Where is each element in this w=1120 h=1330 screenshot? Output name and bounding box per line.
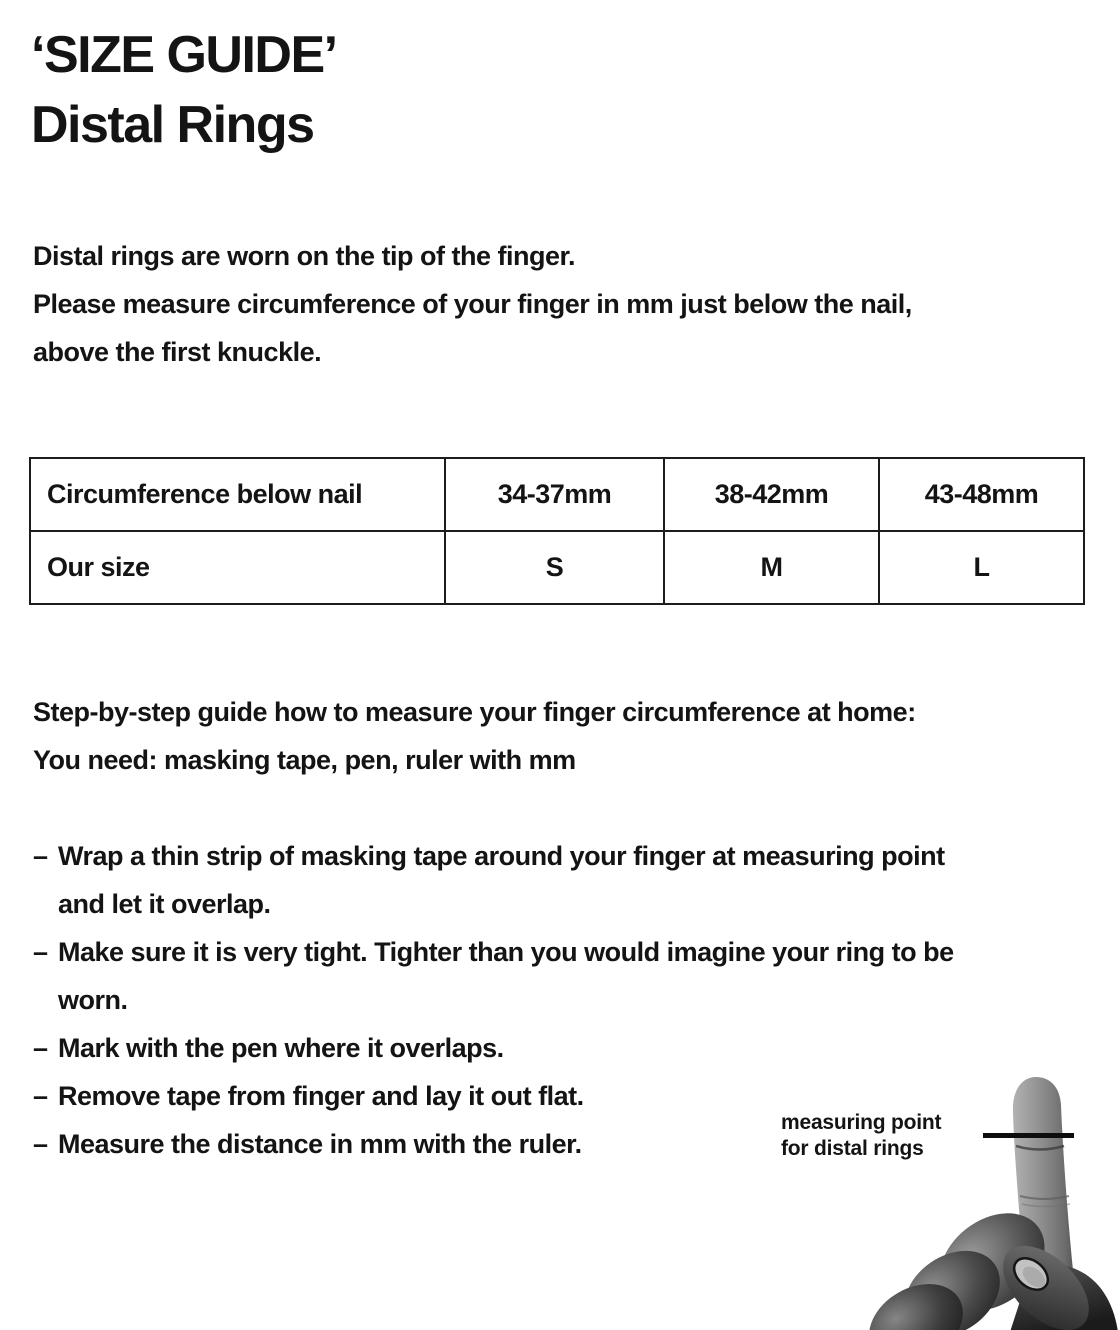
size-table bbox=[29, 457, 1085, 605]
circumference-value-l: 43-48mm bbox=[879, 458, 1084, 531]
intro-line: Distal rings are worn on the tip of the finger. bbox=[33, 241, 576, 271]
page-header bbox=[31, 20, 337, 160]
step-line: Remove tape from finger and lay it out flat. bbox=[58, 1081, 584, 1111]
page-title: ‘SIZE GUIDE’ bbox=[31, 26, 337, 84]
table-row-circumference bbox=[30, 458, 1084, 531]
hand-pointing-finger-photo bbox=[860, 1070, 1120, 1330]
step-item-1 bbox=[33, 832, 954, 928]
step-line: Make sure it is very tight. Tighter than you would imagine your ring to be bbox=[58, 937, 954, 967]
bullet-dash: – bbox=[33, 937, 48, 967]
step-item-2 bbox=[33, 928, 954, 1024]
step-item-3 bbox=[33, 1024, 954, 1072]
measuring-point-line bbox=[983, 1133, 1074, 1138]
table-row-our-size bbox=[30, 531, 1084, 604]
circumference-row-label: Circumference below nail bbox=[30, 458, 445, 531]
circumference-value-s: 34-37mm bbox=[445, 458, 664, 531]
our-size-row-label: Our size bbox=[30, 531, 445, 604]
bullet-dash: – bbox=[33, 1033, 48, 1063]
intro-paragraph bbox=[33, 232, 912, 376]
bullet-dash: – bbox=[33, 1081, 48, 1111]
intro-line: Please measure circumference of your finger in mm just below the nail, bbox=[33, 289, 912, 319]
size-value-m: M bbox=[664, 531, 879, 604]
circumference-value-m: 38-42mm bbox=[664, 458, 879, 531]
step-line: Mark with the pen where it overlaps. bbox=[58, 1033, 504, 1063]
guide-materials: You need: masking tape, pen, ruler with mm bbox=[33, 745, 576, 775]
bullet-dash: – bbox=[33, 841, 48, 871]
size-value-s: S bbox=[445, 531, 664, 604]
size-value-l: L bbox=[879, 531, 1084, 604]
step-line: worn. bbox=[58, 985, 128, 1015]
step-line: and let it overlap. bbox=[58, 889, 271, 919]
page-subtitle: Distal Rings bbox=[31, 96, 314, 154]
guide-heading-block bbox=[33, 688, 916, 784]
step-line: Measure the distance in mm with the ruler. bbox=[58, 1129, 582, 1159]
step-line: Wrap a thin strip of masking tape around your finger at measuring point bbox=[58, 841, 945, 871]
guide-heading: Step-by-step guide how to measure your finger circumference at home: bbox=[33, 697, 916, 727]
bullet-dash: – bbox=[33, 1129, 48, 1159]
intro-line: above the first knuckle. bbox=[33, 337, 322, 367]
caption-line: measuring point bbox=[781, 1111, 942, 1134]
caption-line: for distal rings bbox=[781, 1137, 924, 1160]
